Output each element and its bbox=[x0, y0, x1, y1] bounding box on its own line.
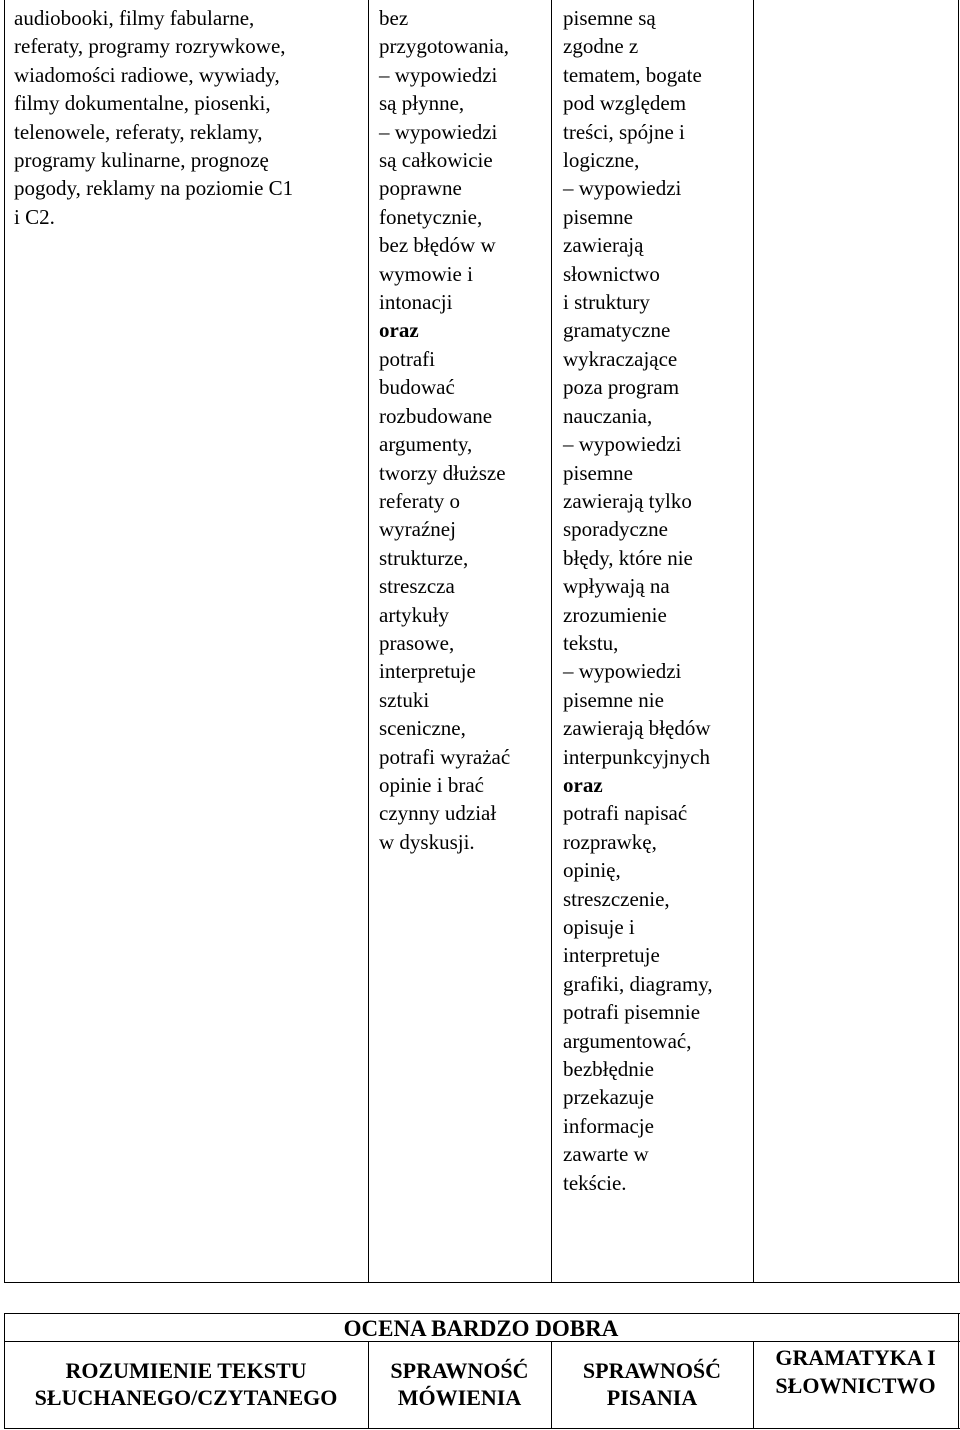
header-writing: SPRAWNOŚĆ PISANIA bbox=[582, 1358, 722, 1410]
writing-cell-text-1: pisemne są zgodne z tematem, bogate pod względem treści, spójne i logiczne, – wypowiedzi pisemne zawierają słownictwo i struktury gramatyczne wykraczające poza program nauczania, – wypowiedzi pisemne zawierają tylko sporadyczne błędy, które nie wpływają na zrozumienie tekstu, – wypowiedzi pisemne nie zawierają błędów interpunkcyjnych bbox=[563, 6, 711, 769]
bottom-table-bottom-border bbox=[4, 1428, 960, 1429]
bottom-table-right-border bbox=[958, 1313, 959, 1429]
top-table-bottom-border bbox=[4, 1282, 960, 1283]
top-table-col-divider-3 bbox=[753, 0, 754, 1283]
header-speaking: SPRAWNOŚĆ MÓWIENIA bbox=[390, 1358, 529, 1410]
speaking-cell-text-2: potrafi budować rozbudowane argumenty, tworzy dłuższe referaty o wyraźnej strukturze, streszcza artykuły prasowe, interpretuje sztuki sceniczne, potrafi wyrażać opinie i brać czynny udział w dyskusji. bbox=[379, 346, 511, 854]
header-grammar: GRAMATYKA I SŁOWNICTWO bbox=[775, 1345, 936, 1398]
grade-title: OCENA BARDZO DOBRA bbox=[343, 1316, 619, 1341]
comprehension-cell-text: audiobooki, filmy fabularne, referaty, programy rozrywkowe, wiadomości radiowe, wywiady, filmy dokumentalne, piosenki, telenowele, referaty, reklamy, programy kulinarne, prognozę pogody, reklamy na poziomie C1 i C2. bbox=[14, 6, 294, 229]
writing-cell-text-2: potrafi napisać rozprawkę, opinię, streszczenie, opisuje i interpretuje grafiki, diagramy, potrafi pisemnie argumentować, bezbłędnie przekazuje informacje zawarte w tekście. bbox=[563, 801, 713, 1195]
top-table-right-border bbox=[958, 0, 959, 1283]
top-table-left-border bbox=[4, 0, 5, 1283]
header-comprehension: ROZUMIENIE TEKSTU SŁUCHANEGO/CZYTANEGO bbox=[34, 1358, 338, 1410]
speaking-cell bbox=[379, 4, 549, 856]
top-table-col-divider-1 bbox=[368, 0, 369, 1283]
top-table-col-divider-2 bbox=[551, 0, 552, 1283]
writing-cell-conjunction: oraz bbox=[563, 772, 603, 797]
speaking-cell-conjunction: oraz bbox=[379, 318, 419, 343]
speaking-cell-text-1: bez przygotowania, – wypowiedzi są płynne, – wypowiedzi są całkowicie poprawne fonetycznie, bez błędów w wymowie i intonacji bbox=[379, 6, 510, 315]
writing-cell bbox=[563, 4, 753, 1197]
